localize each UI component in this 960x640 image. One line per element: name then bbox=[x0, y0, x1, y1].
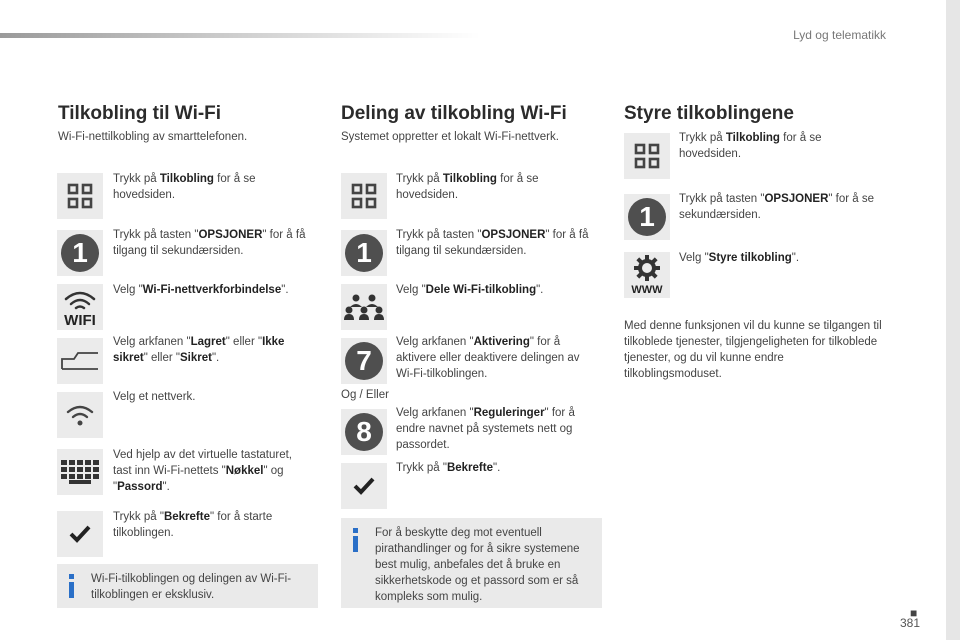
col2-step-5-text: Velg arkfanen "Reguleringer" for å endre navnet på systemets nett og passordet. bbox=[396, 407, 575, 451]
grid-menu-icon bbox=[624, 133, 670, 179]
wifi-icon bbox=[57, 284, 103, 330]
col2-step-1-text: Trykk på Tilkobling for å se hovedsiden. bbox=[396, 173, 539, 201]
col1-step-4-text: Velg arkfanen "Lagret" eller "Ikke sikret" eller "Sikret". bbox=[113, 336, 285, 364]
wifi-label: WIFI bbox=[64, 312, 96, 327]
people-group-icon bbox=[341, 284, 387, 330]
og-eller-label: Og / Eller bbox=[341, 389, 389, 401]
wifi-signal-icon bbox=[57, 392, 103, 438]
col2-step-2-text: Trykk på tasten "OPSJONER" for å få tilgang til sekundærsiden. bbox=[396, 229, 589, 257]
checkmark-icon bbox=[57, 511, 103, 557]
section-header: Lyd og telematikk bbox=[793, 28, 886, 42]
col3-paragraph: Med denne funksjonen vil du kunne se tilgangen til tilkoblede tjenester, tilgjengeligheten for tilkoblede tjenester, og du vil kunne endre tilkoblingsmoduset. bbox=[624, 320, 882, 380]
col3-title: Styre tilkoblingene bbox=[624, 103, 794, 124]
grid-menu-icon bbox=[341, 173, 387, 219]
col1-title: Tilkobling til Wi-Fi bbox=[58, 103, 222, 124]
col3-step-3-text: Velg "Styre tilkobling". bbox=[679, 252, 800, 264]
step-1-badge: 1 bbox=[624, 194, 670, 240]
col3-step-2-text: Trykk på tasten "OPSJONER" for å se sekundærsiden. bbox=[679, 193, 875, 221]
col1-step-2-text: Trykk på tasten "OPSJONER" for å få tilgang til sekundærsiden. bbox=[113, 229, 306, 257]
checkmark-icon bbox=[341, 463, 387, 509]
header-gradient-bar bbox=[0, 33, 480, 38]
col2-step-3-text: Velg "Dele Wi-Fi-tilkobling". bbox=[396, 284, 544, 296]
col1-step-6-text: Ved hjelp av det virtuelle tastaturet, tast inn Wi-Fi-nettets "Nøkkel" og "Passord". bbox=[113, 449, 292, 493]
grid-menu-icon bbox=[57, 173, 103, 219]
col2-info-note: For å beskytte deg mot eventuell pirathandlinger og for å sikre systemene best mulig, anbefales det å bruke en sikkerhetskode og et passord som er så kompleks som mulig. bbox=[341, 518, 602, 608]
page-side-strip bbox=[946, 0, 960, 640]
page-number: ■ 381 bbox=[900, 606, 921, 630]
col3-step-1-text: Trykk på Tilkobling for å se hovedsiden. bbox=[679, 132, 822, 160]
info-icon bbox=[67, 574, 75, 598]
step-1-badge: 1 bbox=[341, 230, 387, 276]
col2-step-6-text: Trykk på "Bekrefte". bbox=[396, 462, 501, 474]
step-7-badge: 7 bbox=[341, 338, 387, 384]
col1-step-1-text: Trykk på Tilkobling for å se hovedsiden. bbox=[113, 173, 256, 201]
www-gear-icon bbox=[624, 252, 670, 298]
step-1-badge: 1 bbox=[57, 230, 103, 276]
col1-step-3-text: Velg "Wi-Fi-nettverkforbindelse". bbox=[113, 284, 289, 296]
keyboard-icon bbox=[57, 449, 103, 495]
col1-step-7-text: Trykk på "Bekrefte" for å starte tilkoblingen. bbox=[113, 511, 273, 539]
col1-info-note: Wi-Fi-tilkoblingen og delingen av Wi-Fi-tilkoblingen er eksklusiv. bbox=[57, 564, 318, 608]
col2-step-4-text: Velg arkfanen "Aktivering" for å aktivere eller deaktivere delingen av Wi-Fi-tilkoblingen. bbox=[396, 336, 580, 380]
col1-step-5-text: Velg et nettverk. bbox=[113, 391, 196, 403]
info-icon bbox=[351, 528, 359, 552]
tab-icon bbox=[57, 338, 103, 384]
col2-title: Deling av tilkobling Wi-Fi bbox=[341, 103, 567, 124]
step-8-badge: 8 bbox=[341, 409, 387, 455]
www-label: WWW bbox=[631, 284, 663, 296]
col1-intro: Wi-Fi-nettilkobling av smarttelefonen. bbox=[58, 131, 248, 143]
col2-intro: Systemet oppretter et lokalt Wi-Fi-nettverk. bbox=[341, 131, 559, 143]
